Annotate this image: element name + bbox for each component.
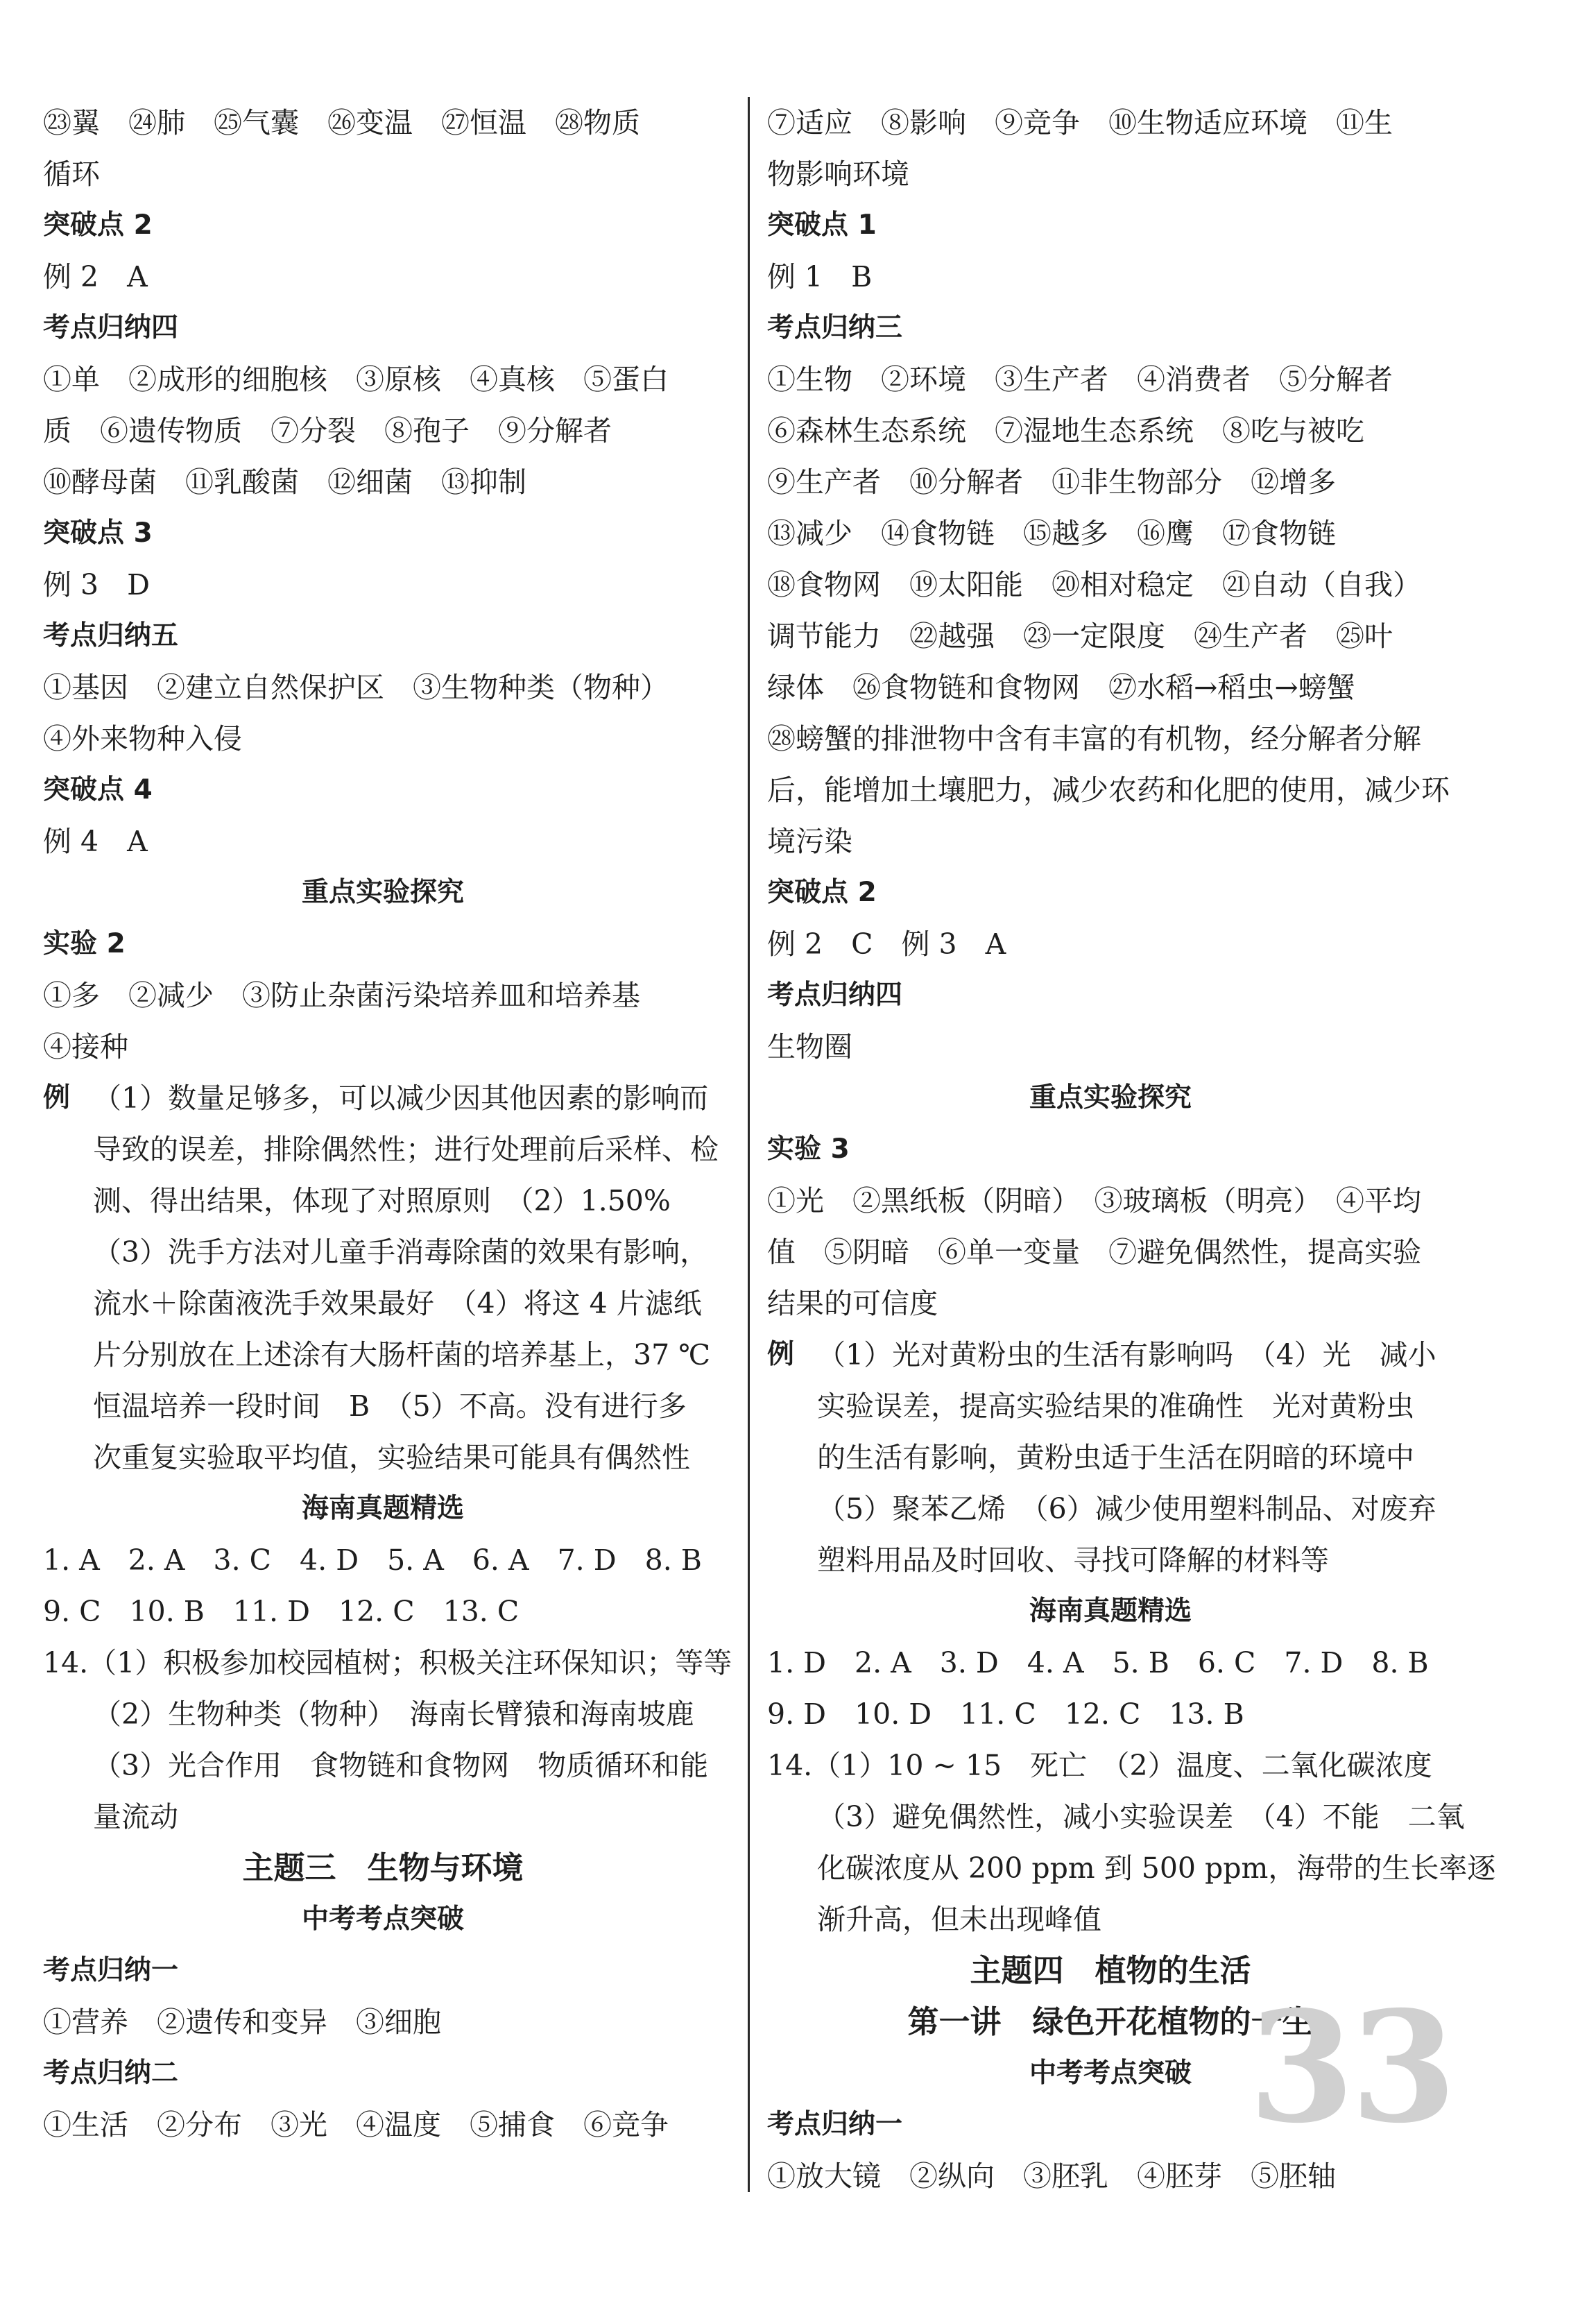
example-label: 例 [43,1082,71,1113]
right-text-line: 绿体 ㉖食物链和食物网 ㉗水稻→稻虫→螃蟹 [767,671,1355,704]
right-chapter-title: 第一讲 绿色开花植物的一生 [907,2003,1314,2040]
right-text-line: ①光 ②黑纸板（阴暗） ③玻璃板（明亮） ④平均 [767,1184,1421,1217]
right-text-line: 14.（1）10 ~ 15 死亡 （2）温度、二氧化碳浓度 [767,1749,1432,1782]
right-text-line: 境污染 [767,825,852,858]
left-answer-line: 片分别放在上述涂有大肠杆菌的培养基上，37 ℃ [93,1338,711,1371]
left-answer-line: （3）洗手方法对儿童手消毒除菌的效果有影响， [93,1235,709,1269]
left-text-line: ⑩酵母菌 ⑪乳酸菌 ⑫细菌 ⑬抑制 [43,465,526,499]
right-text-line: 调节能力 ㉒越强 ㉓一定限度 ㉔生产者 ㉕叶 [767,619,1393,653]
left-text-line: 质 ⑥遗传物质 ⑦分裂 ⑧孢子 ⑨分解者 [43,414,612,447]
left-chapter-title: 主题三 生物与环境 [242,1849,524,1886]
left-answer-line: （3）光合作用 食物链和食物网 物质循环和能 [93,1749,709,1782]
example-text: （1）光对黄粉虫的生活有影响吗 （4）光 减小 [817,1338,1436,1371]
left-text-line: ④外来物种入侵 [43,722,242,755]
left-example-line [43,1072,723,1124]
left-column [43,97,732,2150]
left-answer-line: 导致的误差，排除偶然性；进行处理前后采样、检 [93,1133,719,1166]
right-text-line: ⑥森林生态系统 ⑦湿地生态系统 ⑧吃与被吃 [767,414,1364,447]
left-section-heading: 考点归纳五 [43,620,179,651]
right-section-heading: 考点归纳一 [767,2109,903,2140]
right-text-line: ①放大镜 ②纵向 ③胚乳 ④胚芽 ⑤胚轴 [767,2159,1336,2193]
left-subsection-title: 重点实验探究 [301,877,464,908]
right-text-line: ⑱食物网 ⑲太阳能 ⑳相对稳定 ㉑自动（自我） [767,568,1421,601]
left-text-line: 例 3 D [43,568,150,601]
left-answer-line: 次重复实验取平均值，实验结果可能具有偶然性 [93,1441,690,1474]
left-text-line: ①单 ②成形的细胞核 ③原核 ④真核 ⑤蛋白 [43,363,669,396]
left-answer-line: （2）生物种类（物种） 海南长臂猿和海南坡鹿 [93,1697,694,1731]
right-section-heading: 实验 3 [767,1134,850,1165]
right-text-line: ①生物 ②环境 ③生产者 ④消费者 ⑤分解者 [767,363,1393,396]
left-answer-line: 量流动 [93,1800,178,1833]
left-answer-line: 流水＋除菌液洗手效果最好 （4）将这 4 片滤纸 [93,1287,702,1320]
left-text-line: ①生活 ②分布 ③光 ④温度 ⑤捕食 ⑥竞争 [43,2108,669,2141]
left-text-line: ①多 ②减少 ③防止杂菌污染培养皿和培养基 [43,979,640,1012]
left-section-heading: 突破点 2 [43,209,153,241]
right-text-line: 生物圈 [767,1030,852,1063]
left-section-heading: 突破点 3 [43,517,153,549]
right-answer-line: 渐升高，但未出现峰值 [817,1903,1101,1936]
right-section-heading: 考点归纳三 [767,312,903,343]
right-text-line: 物影响环境 [767,157,909,191]
left-section-heading: 考点归纳四 [43,312,179,343]
right-text-line: ㉘螃蟹的排泄物中含有丰富的有机物，经分解者分解 [767,722,1421,755]
left-text-line: 14.（1）积极参加校园植树；积极关注环保知识；等等 [43,1646,732,1679]
right-answer-line: 的生活有影响，黄粉虫适于生活在阴暗的环境中 [817,1441,1414,1474]
left-subsection-title: 中考考点突破 [301,1904,464,1935]
right-section-heading: 突破点 1 [767,209,877,241]
right-text-line: 结果的可信度 [767,1287,938,1320]
left-section-heading: 实验 2 [43,928,126,959]
left-text-line: ④接种 [43,1030,128,1063]
left-text-line: 9. C 10. B 11. D 12. C 13. C [43,1595,520,1628]
left-text-line: ㉓翼 ㉔肺 ㉕气囊 ㉖变温 ㉗恒温 ㉘物质 [43,106,640,139]
right-chapter-title: 主题四 植物的生活 [970,1952,1251,1989]
left-text-line: ①基因 ②建立自然保护区 ③生物种类（物种） [43,671,669,704]
right-section-heading: 突破点 2 [767,877,877,908]
right-answer-line: 塑料用品及时回收、寻找可降解的材料等 [817,1543,1329,1577]
right-text-line: ⑬减少 ⑭食物链 ⑮越多 ⑯鹰 ⑰食物链 [767,517,1336,550]
left-text-line: 例 4 A [43,825,148,858]
left-answer-line: 测、得出结果，体现了对照原则 （2）1.50% [93,1184,671,1217]
left-text-line: 循环 [43,157,100,191]
left-text-line: 例 2 A [43,260,148,293]
left-answer-line: 恒温培养一段时间 B （5）不高。没有进行多 [93,1389,687,1423]
right-section-heading: 考点归纳四 [767,980,903,1011]
right-column [767,97,1496,2202]
left-section-heading: 突破点 4 [43,774,153,805]
right-subsection-title: 重点实验探究 [1029,1082,1192,1113]
right-answer-line: （5）聚苯乙烯 （6）减少使用塑料制品、对废弃 [817,1492,1436,1525]
right-answer-line: 实验误差，提高实验结果的准确性 光对黄粉虫 [817,1389,1414,1423]
example-text: （1）数量足够多，可以减少因其他因素的影响而 [93,1081,709,1115]
page-number: 33 [1249,1977,1453,2157]
right-text-line: 值 ⑤阴暗 ⑥单一变量 ⑦避免偶然性，提高实验 [767,1235,1421,1269]
column-divider [748,97,750,2192]
right-text-line: ⑦适应 ⑧影响 ⑨竞争 ⑩生物适应环境 ⑪生 [767,106,1393,139]
right-text-line: 1. D 2. A 3. D 4. A 5. B 6. C 7. D 8. B [767,1646,1429,1679]
right-answer-line: （3）避免偶然性，减小实验误差 （4）不能 二氧 [817,1800,1465,1833]
right-answer-line: 化碳浓度从 200 ppm 到 500 ppm，海带的生长率逐 [817,1851,1496,1885]
right-text-line: 例 1 B [767,260,873,293]
left-subsection-title: 海南真题精选 [301,1493,464,1524]
right-subsection-title: 海南真题精选 [1029,1596,1192,1627]
left-section-heading: 考点归纳一 [43,1955,179,1986]
right-example-line [767,1329,1454,1380]
example-label: 例 [767,1339,795,1370]
left-text-line: 1. A 2. A 3. C 4. D 5. A 6. A 7. D 8. B [43,1543,702,1577]
right-text-line: ⑨生产者 ⑩分解者 ⑪非生物部分 ⑫增多 [767,465,1336,499]
left-text-line: ①营养 ②遗传和变异 ③细胞 [43,2005,441,2039]
right-text-line: 后，能增加土壤肥力，减少农药和化肥的使用，减少环 [767,773,1450,807]
left-section-heading: 考点归纳二 [43,2058,179,2089]
right-text-line: 9. D 10. D 11. C 12. C 13. B [767,1697,1244,1731]
right-subsection-title: 中考考点突破 [1029,2058,1192,2089]
right-text-line: 例 2 C 例 3 A [767,927,1006,961]
